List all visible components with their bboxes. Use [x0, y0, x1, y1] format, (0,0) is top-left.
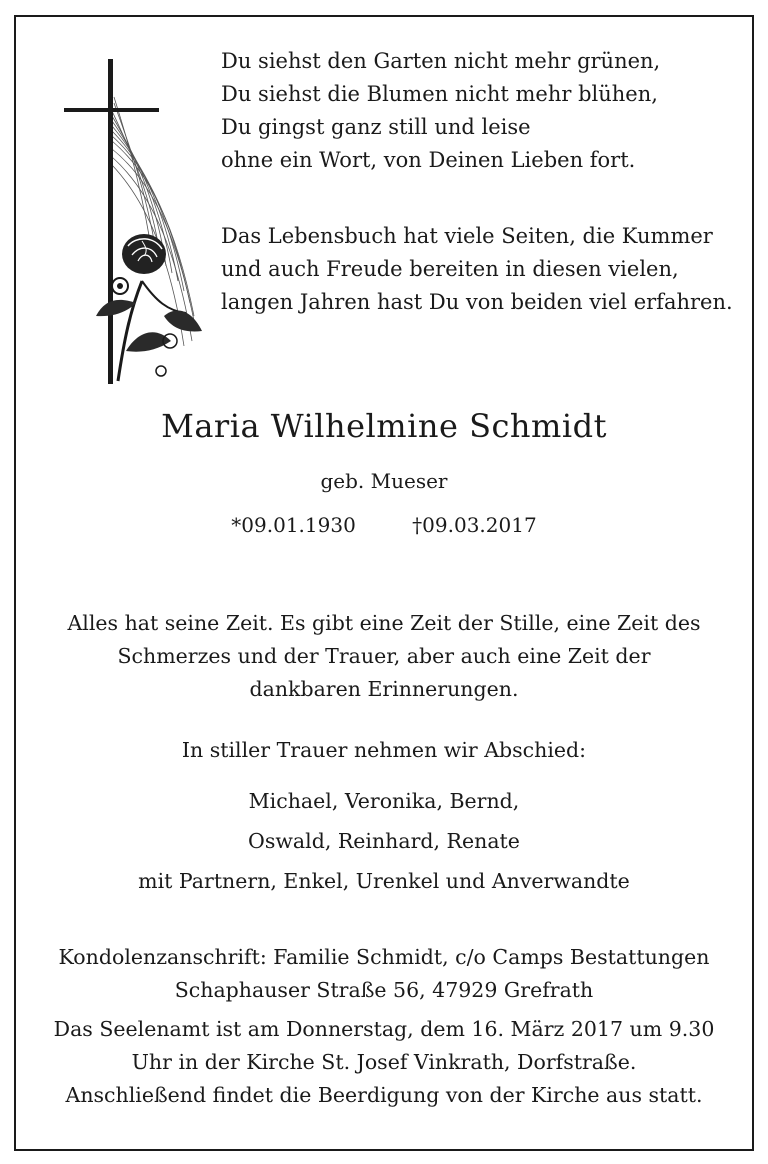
service-line: Anschließend findet die Beerdigung von der Kirche aus statt. — [65, 1083, 703, 1107]
death-date: †09.03.2017 — [412, 513, 537, 537]
condolence-line: Kondolenzanschrift: Familie Schmidt, c/o Camps Bestattungen — [58, 945, 710, 969]
condolence-address — [16, 941, 752, 1007]
life-dates — [16, 513, 752, 537]
cross-rose-artwork — [46, 41, 206, 391]
quote-line: dankbaren Erinnerungen. — [249, 677, 519, 701]
poem-line: Du siehst die Blumen nicht mehr blühen, — [221, 82, 658, 106]
poem-stanza-2 — [221, 220, 751, 319]
mourner-line: mit Partnern, Enkel, Urenkel und Anverwandte — [138, 869, 630, 893]
obituary-frame — [14, 15, 754, 1151]
deceased-name: Maria Wilhelmine Schmidt — [161, 407, 607, 445]
mourner-line: Oswald, Reinhard, Renate — [248, 829, 520, 853]
service-line: Uhr in der Kirche St. Josef Vinkrath, Dorfstraße. — [131, 1050, 637, 1074]
mourner-line: Michael, Veronika, Bernd, — [248, 789, 520, 813]
mourners-list — [16, 781, 752, 901]
quote-line: Schmerzes und der Trauer, aber auch eine Zeit der — [117, 644, 651, 668]
quote-paragraph — [16, 607, 752, 706]
poem-stanza-1 — [221, 45, 751, 177]
birth-date: *09.01.1930 — [231, 513, 356, 537]
condolence-line: Schaphauser Straße 56, 47929 Grefrath — [174, 978, 594, 1002]
farewell-text: In stiller Trauer nehmen wir Abschied: — [181, 738, 587, 762]
poem-line: langen Jahren hast Du von beiden viel erfahren. — [221, 290, 733, 314]
poem-line: Das Lebensbuch hat viele Seiten, die Kummer — [221, 224, 713, 248]
poem — [221, 45, 751, 319]
service-info — [16, 1013, 752, 1112]
poem-line: ohne ein Wort, von Deinen Lieben fort. — [221, 148, 636, 172]
quote-line: Alles hat seine Zeit. Es gibt eine Zeit der Stille, eine Zeit des — [67, 611, 701, 635]
birth-name: geb. Mueser — [320, 469, 448, 493]
poem-line: und auch Freude bereiten in diesen vielen, — [221, 257, 679, 281]
poem-line: Du gingst ganz still und leise — [221, 115, 531, 139]
poem-line: Du siehst den Garten nicht mehr grünen, — [221, 49, 661, 73]
service-line: Das Seelenamt ist am Donnerstag, dem 16. März 2017 um 9.30 — [53, 1017, 715, 1041]
